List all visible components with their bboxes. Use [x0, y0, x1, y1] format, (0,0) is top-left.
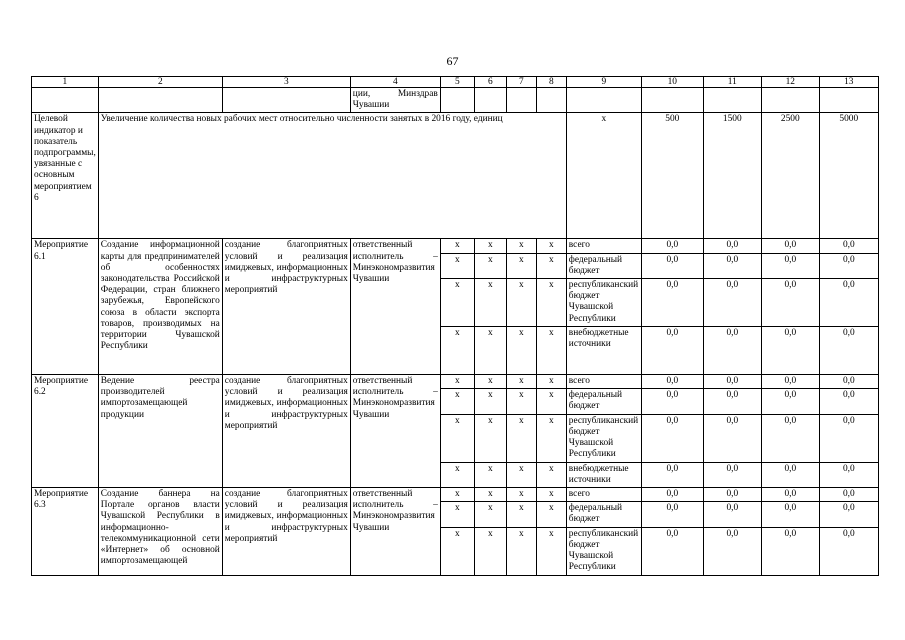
cell: 0,0 [703, 253, 761, 278]
cell: 0,0 [641, 279, 703, 327]
cell: х [440, 527, 474, 575]
cell: 0,0 [761, 502, 819, 527]
cell: 0,0 [703, 462, 761, 487]
col-header: 4 [350, 77, 440, 88]
cell: 0,0 [761, 239, 819, 253]
col-header: 11 [703, 77, 761, 88]
col-header: 1 [32, 77, 99, 88]
col-header: 10 [641, 77, 703, 88]
cell: х [440, 253, 474, 278]
measure-6-2-total [32, 375, 879, 389]
cell: 0,0 [761, 327, 819, 375]
page-number: 67 [446, 54, 459, 68]
row-label: Целевой индикатор и показатель подпрограммы, увязанные с основным мероприятием 6 [32, 113, 99, 239]
cell: х [440, 488, 474, 502]
col-header: 7 [506, 77, 536, 88]
source-label: внебюджетные источники [566, 462, 641, 487]
cell: х [566, 113, 641, 239]
cell: 0,0 [819, 527, 878, 575]
cell: х [506, 279, 536, 327]
col-header: 12 [761, 77, 819, 88]
cell: 0,0 [819, 239, 878, 253]
cell: х [506, 462, 536, 487]
cell: 0,0 [703, 502, 761, 527]
cell: х [506, 239, 536, 253]
cell: 2500 [761, 113, 819, 239]
cell: 0,0 [641, 502, 703, 527]
cell: 0,0 [641, 389, 703, 414]
cell: х [536, 375, 566, 389]
cell: х [474, 414, 506, 462]
cell: 0,0 [819, 414, 878, 462]
col-header: 6 [474, 77, 506, 88]
cell: х [440, 327, 474, 375]
cell: х [506, 389, 536, 414]
measure-6-3-total [32, 488, 879, 502]
cell: 0,0 [761, 462, 819, 487]
measure-desc: Создание информационной карты для предпринимателей об особенностях законодательства Российской Федерации, стран ближнего зарубежья, Европейского союза в области экспорта товаров, производимых на территории Чувашской Республики [98, 239, 222, 375]
measure-goal: создание благоприятных условий и реализация имиджевых, информационных и инфраструктурных мероприятий [222, 239, 350, 375]
cell: 0,0 [641, 327, 703, 375]
cell: 0,0 [641, 375, 703, 389]
cell: 0,0 [641, 462, 703, 487]
cell: х [506, 327, 536, 375]
cell: 0,0 [761, 414, 819, 462]
cell: 0,0 [641, 527, 703, 575]
cell: х [474, 239, 506, 253]
cell: х [536, 389, 566, 414]
measure-label: Мероприятие 6.1 [32, 239, 99, 375]
cell: 0,0 [641, 253, 703, 278]
measure-exec: ответственный исполнитель – Минэкономразвития Чувашии [350, 239, 440, 375]
cell: 0,0 [703, 414, 761, 462]
cell: 0,0 [819, 279, 878, 327]
cell: 0,0 [703, 488, 761, 502]
cell: х [474, 488, 506, 502]
col-header: 2 [98, 77, 222, 88]
cell: х [506, 527, 536, 575]
cell: 0,0 [761, 527, 819, 575]
cell: 0,0 [703, 375, 761, 389]
measure-label: Мероприятие 6.3 [32, 488, 99, 576]
cell: 0,0 [703, 389, 761, 414]
cell: х [536, 253, 566, 278]
cell: 0,0 [761, 279, 819, 327]
cell: х [440, 502, 474, 527]
source-label: федеральный бюджет [566, 389, 641, 414]
cell: 0,0 [819, 253, 878, 278]
col-header: 3 [222, 77, 350, 88]
source-label: внебюджетные источники [566, 327, 641, 375]
source-label: федеральный бюджет [566, 253, 641, 278]
cell: х [440, 375, 474, 389]
cell: 0,0 [641, 414, 703, 462]
cell: х [536, 488, 566, 502]
cell: х [536, 279, 566, 327]
indicator-text: Увеличение количества новых рабочих мест относительно численности занятых в 2016 году, единиц [98, 113, 566, 239]
source-label: всего [566, 375, 641, 389]
cell: х [536, 462, 566, 487]
measure-label: Мероприятие 6.2 [32, 375, 99, 488]
cell: х [506, 414, 536, 462]
col-header: 13 [819, 77, 878, 88]
executor-cell: ции, Минздрав Чувашии [350, 88, 440, 113]
source-label: республиканский бюджет Чувашской Республики [566, 527, 641, 575]
source-label: республиканский бюджет Чувашской Республики [566, 414, 641, 462]
cell: 0,0 [819, 502, 878, 527]
target-indicator-row [32, 113, 879, 239]
cell: х [440, 462, 474, 487]
cell: 0,0 [641, 488, 703, 502]
cell: 0,0 [761, 253, 819, 278]
source-label: всего [566, 239, 641, 253]
col-header: 5 [440, 77, 474, 88]
program-table [31, 76, 879, 576]
cell: 0,0 [703, 327, 761, 375]
cell: 1500 [703, 113, 761, 239]
cell: х [536, 502, 566, 527]
cell: х [474, 389, 506, 414]
cell: 0,0 [761, 488, 819, 502]
cell: 0,0 [641, 239, 703, 253]
cell: х [474, 253, 506, 278]
source-label: республиканский бюджет Чувашской Республики [566, 279, 641, 327]
cell: 0,0 [761, 375, 819, 389]
cell: 0,0 [819, 462, 878, 487]
cell: х [474, 327, 506, 375]
measure-exec: ответственный исполнитель – Минэкономразвития Чувашии [350, 488, 440, 576]
cell: х [506, 488, 536, 502]
continuation-row [32, 88, 879, 113]
cell: 0,0 [819, 375, 878, 389]
source-label: федеральный бюджет [566, 502, 641, 527]
measure-goal: создание благоприятных условий и реализация имиджевых, информационных и инфраструктурных мероприятий [222, 488, 350, 576]
cell: х [536, 327, 566, 375]
cell: х [506, 502, 536, 527]
cell: х [536, 414, 566, 462]
measure-goal: создание благоприятных условий и реализация имиджевых, информационных и инфраструктурных мероприятий [222, 375, 350, 488]
cell: х [474, 527, 506, 575]
cell: х [474, 279, 506, 327]
cell: х [440, 414, 474, 462]
cell: 0,0 [703, 279, 761, 327]
cell: х [474, 375, 506, 389]
cell: х [536, 527, 566, 575]
measure-exec: ответственный исполнитель – Минэкономразвития Чувашии [350, 375, 440, 488]
cell: х [440, 279, 474, 327]
measure-6-1-total [32, 239, 879, 253]
cell: 500 [641, 113, 703, 239]
cell: 0,0 [703, 527, 761, 575]
cell: 0,0 [819, 488, 878, 502]
measure-desc: Ведение реестра производителей импортозамещающей продукции [98, 375, 222, 488]
col-header: 8 [536, 77, 566, 88]
cell: 0,0 [703, 239, 761, 253]
header-row [32, 77, 879, 88]
cell: 0,0 [819, 389, 878, 414]
cell: х [506, 253, 536, 278]
cell: х [506, 375, 536, 389]
cell: 0,0 [761, 389, 819, 414]
cell: х [474, 462, 506, 487]
cell: х [474, 502, 506, 527]
source-label: всего [566, 488, 641, 502]
cell: 5000 [819, 113, 878, 239]
cell: х [440, 389, 474, 414]
col-header: 9 [566, 77, 641, 88]
cell: х [536, 239, 566, 253]
cell: 0,0 [819, 327, 878, 375]
cell: х [440, 239, 474, 253]
measure-desc: Создание баннера на Портале органов власти Чувашской Республики в информационно-телекоммуникационной сети «Интернет» об основной импортозамещающей [98, 488, 222, 576]
